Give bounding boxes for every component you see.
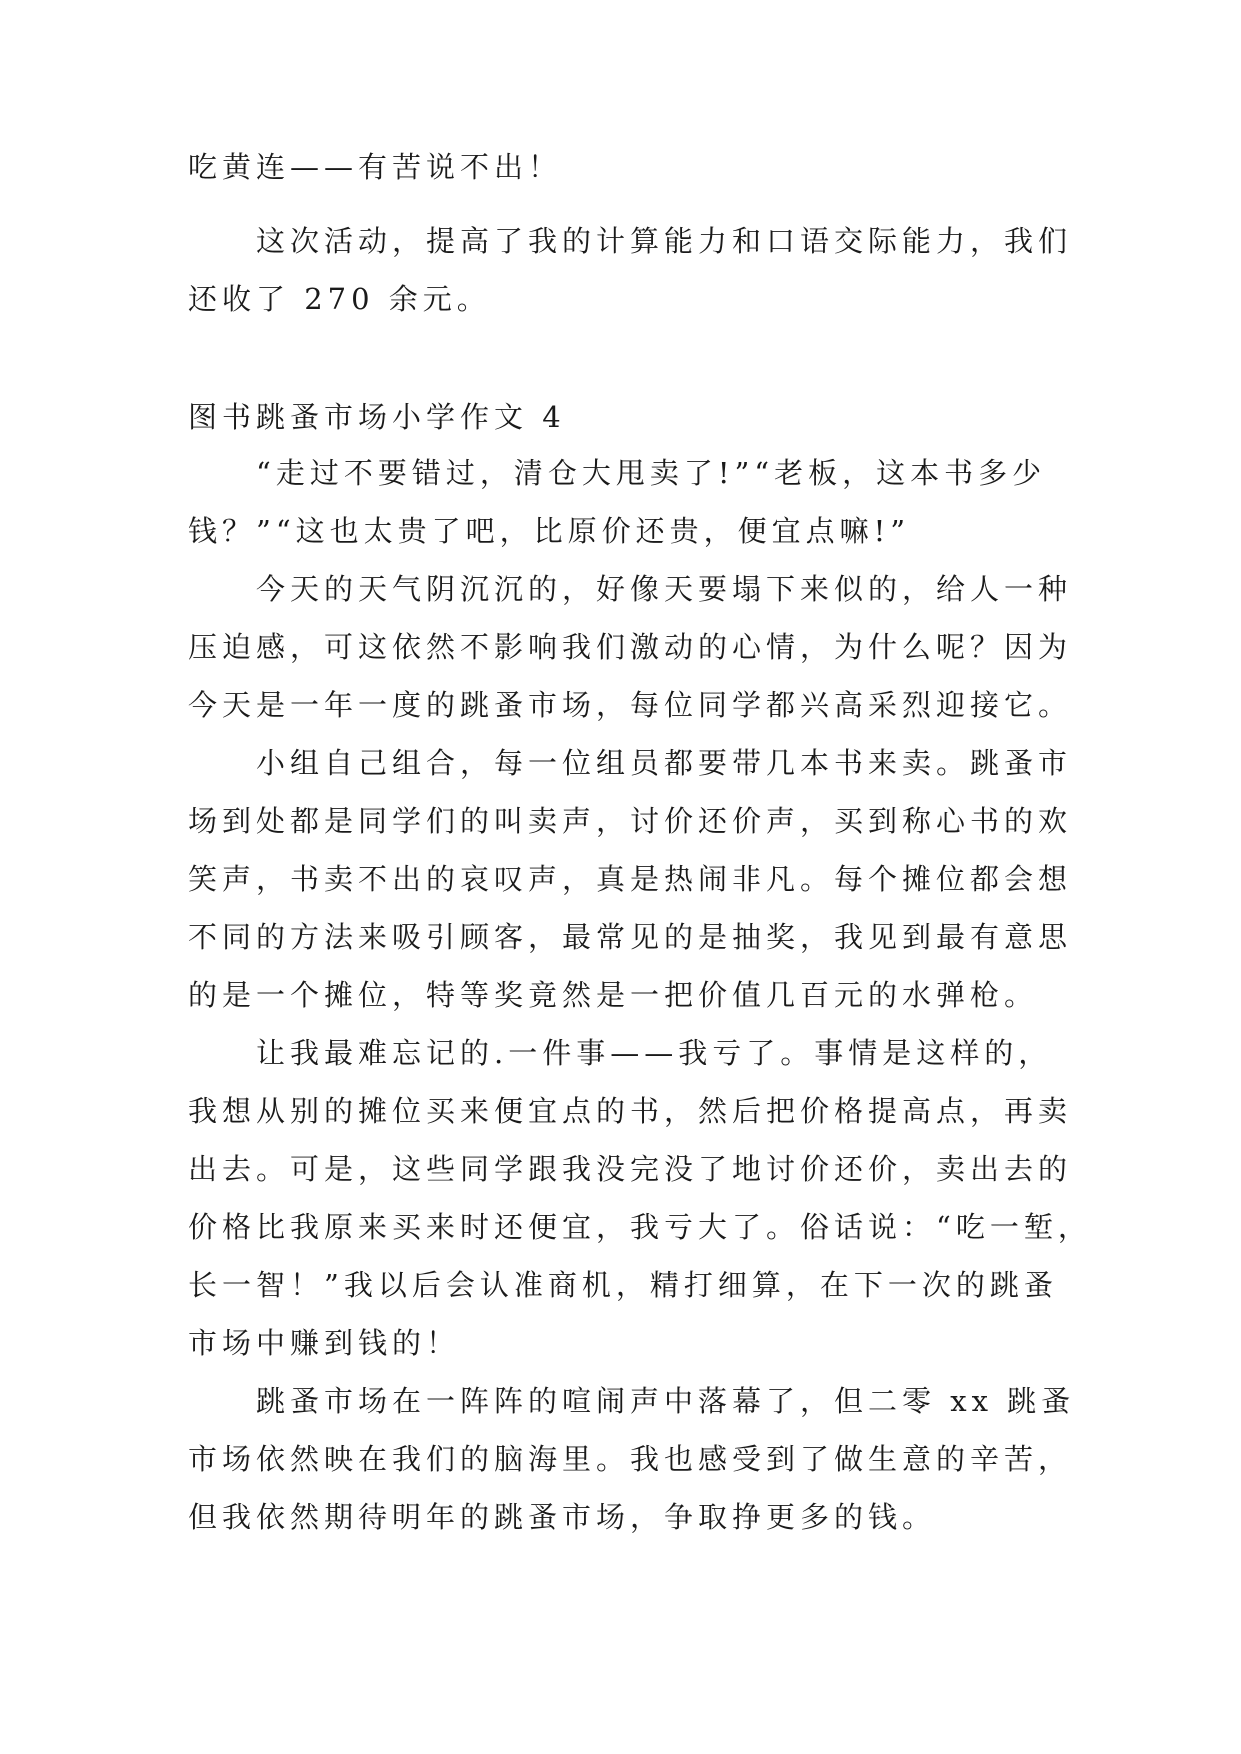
text-line: 还收了 270 余元。 bbox=[188, 282, 491, 316]
text-line: 跳蚤市场在一阵阵的喧闹声中落幕了，但二零 xx 跳蚤 bbox=[256, 1384, 1076, 1418]
text-line: 钱？”“这也太贵了吧，比原价还贵，便宜点嘛!” bbox=[188, 514, 911, 548]
text-line: 的是一个摊位，特等奖竟然是一把价值几百元的水弹枪。 bbox=[188, 978, 1039, 1012]
text-line: 出去。可是，这些同学跟我没完没了地讨价还价，卖出去的 bbox=[188, 1152, 1073, 1186]
text-line: 价格比我原来买来时还便宜，我亏大了。俗话说：“吃一堑， bbox=[188, 1210, 1092, 1244]
text-line: 今天是一年一度的跳蚤市场，每位同学都兴高采烈迎接它。 bbox=[188, 688, 1073, 722]
text-line: 市场中赚到钱的！ bbox=[188, 1326, 461, 1360]
text-line: 不同的方法来吸引顾客，最常见的是抽奖，我见到最有意思 bbox=[188, 920, 1073, 954]
text-line: 今天的天气阴沉沉的，好像天要塌下来似的，给人一种 bbox=[256, 572, 1073, 606]
text-line: 市场依然映在我们的脑海里。我也感受到了做生意的辛苦， bbox=[188, 1442, 1073, 1476]
text-line: 我想从别的摊位买来便宜点的书，然后把价格提高点，再卖 bbox=[188, 1094, 1073, 1128]
text-line: “走过不要错过，清仓大甩卖了!”“老板，这本书多少 bbox=[256, 456, 1047, 490]
text-line: 笑声，书卖不出的哀叹声，真是热闹非凡。每个摊位都会想 bbox=[188, 862, 1073, 896]
text-line: 吃黄连——有苦说不出！ bbox=[188, 150, 563, 184]
text-line: 长一智！”我以后会认准商机，精打细算，在下一次的跳蚤 bbox=[188, 1268, 1058, 1302]
text-line: 小组自己组合，每一位组员都要带几本书来卖。跳蚤市 bbox=[256, 746, 1073, 780]
text-line: 但我依然期待明年的跳蚤市场，争取挣更多的钱。 bbox=[188, 1500, 937, 1534]
text-line: 这次活动，提高了我的计算能力和口语交际能力，我们 bbox=[256, 224, 1073, 258]
section-title: 图书跳蚤市场小学作文 4 bbox=[188, 400, 566, 434]
text-line: 场到处都是同学们的叫卖声，讨价还价声，买到称心书的欢 bbox=[188, 804, 1073, 838]
text-line: 压迫感，可这依然不影响我们激动的心情，为什么呢？因为 bbox=[188, 630, 1073, 664]
text-line: 让我最难忘记的.一件事——我亏了。事情是这样的， bbox=[256, 1036, 1053, 1070]
